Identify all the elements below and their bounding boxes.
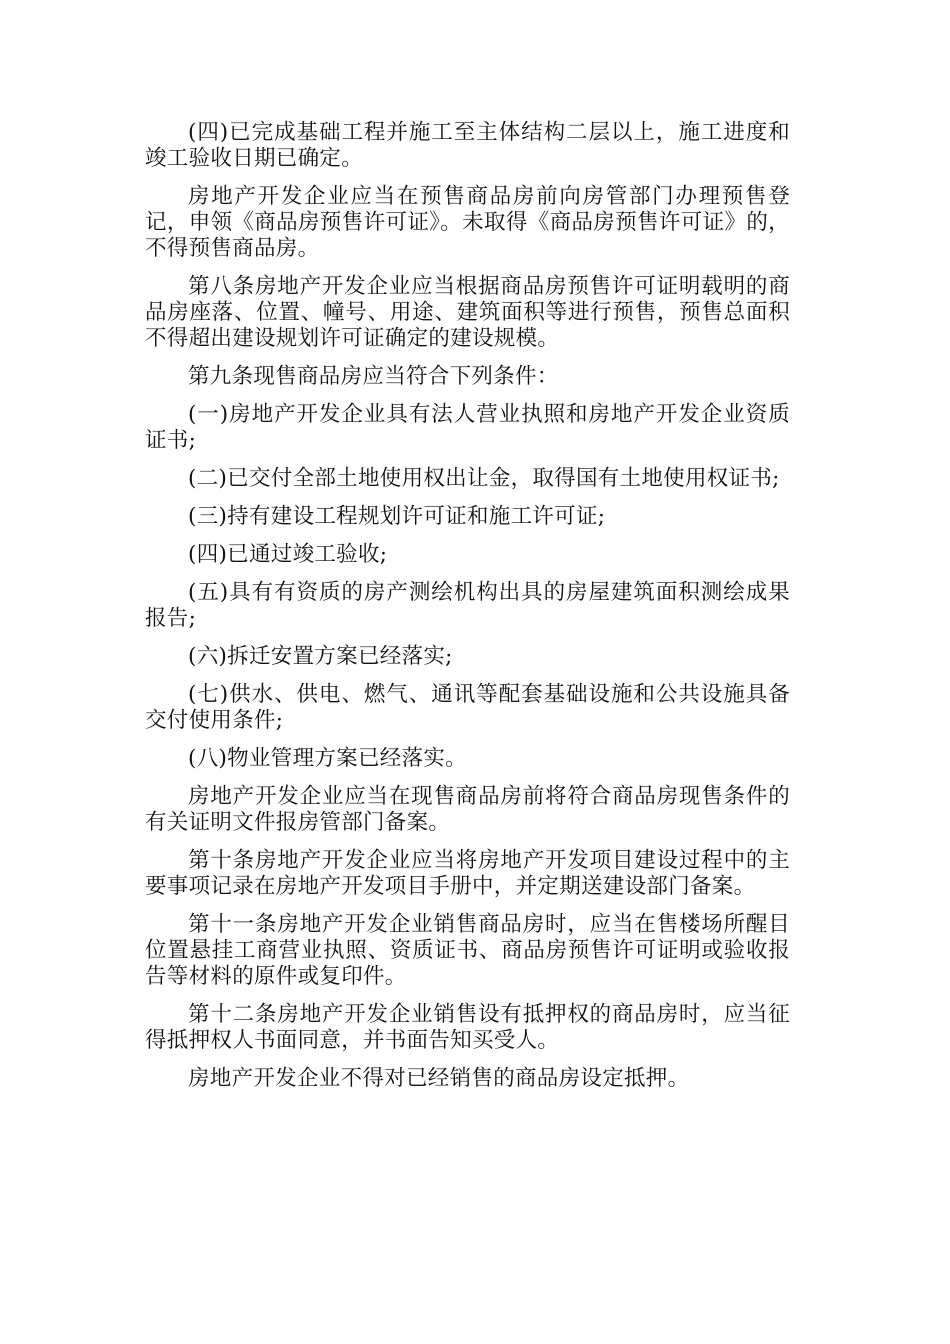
document-body xyxy=(145,120,790,1104)
paragraph-12: (八)物业管理方案已经落实。 xyxy=(188,746,467,771)
paragraph-1: (四)已完成基础工程并施工至主体结构二层以上，施工进度和竣工验收日期已确定。 xyxy=(145,120,790,171)
paragraph-11: (七)供水、供电、燃气、通讯等配套基础设施和公共设施具备交付使用条件; xyxy=(145,682,790,733)
paragraph-2: 房地产开发企业应当在预售商品房前向房管部门办理预售登记，申领《商品房预售许可证》。未取得《商品房预售许可证》的，不得预售商品房。 xyxy=(145,184,790,261)
paragraph-9: (五)具有有资质的房产测绘机构出具的房屋建筑面积测绘成果报告; xyxy=(145,580,790,631)
paragraph-15: 第十一条房地产开发企业销售商品房时，应当在售楼场所醒目位置悬挂工商营业执照、资质证书、商品房预售许可证明或验收报告等材料的原件或复印件。 xyxy=(145,912,790,989)
paragraph-10: (六)拆迁安置方案已经落实; xyxy=(188,644,453,669)
paragraph-14: 第十条房地产开发企业应当将房地产开发项目建设过程中的主要事项记录在房地产开发项目手册中，并定期送建设部门备案。 xyxy=(145,848,790,899)
paragraph-13: 房地产开发企业应当在现售商品房前将符合商品房现售条件的有关证明文件报房管部门备案。 xyxy=(145,784,790,835)
paragraph-5: (一)房地产开发企业具有法人营业执照和房地产开发企业资质证书; xyxy=(145,402,790,453)
paragraph-7: (三)持有建设工程规划许可证和施工许可证; xyxy=(188,504,606,529)
paragraph-16: 第十二条房地产开发企业销售设有抵押权的商品房时，应当征得抵押权人书面同意，并书面告知买受人。 xyxy=(145,1002,790,1053)
paragraph-3: 第八条房地产开发企业应当根据商品房预售许可证明载明的商品房座落、位置、幢号、用途、建筑面积等进行预售，预售总面积不得超出建设规划许可证确定的建设规模。 xyxy=(145,274,790,351)
paragraph-8: (四)已通过竣工验收; xyxy=(188,542,388,567)
paragraph-17: 房地产开发企业不得对已经销售的商品房设定抵押。 xyxy=(188,1066,690,1091)
paragraph-4: 第九条现售商品房应当符合下列条件： xyxy=(188,364,559,389)
paragraph-6: (二)已交付全部土地使用权出让金，取得国有土地使用权证书; xyxy=(188,466,780,491)
